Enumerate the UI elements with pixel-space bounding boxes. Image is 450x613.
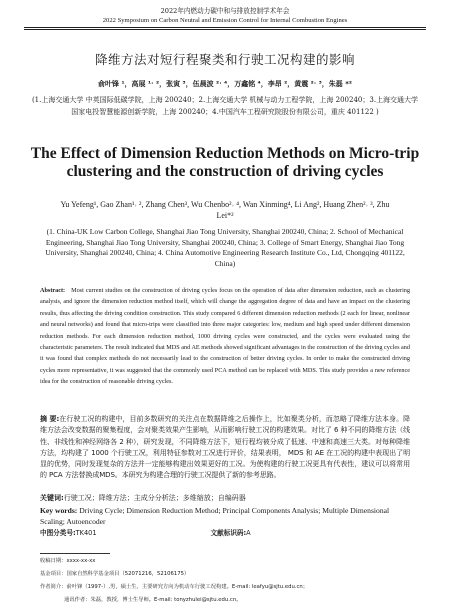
chinese-keywords-text: 行驶工况；降维方法；主成分分析法；多维缩放；自编码器 <box>63 494 246 502</box>
chinese-keywords <box>40 493 410 504</box>
chinese-abstract-text: 在行驶工况的构建中，目前多数研究的关注点在数据降维之后操作上，比如聚类分析，而忽略了降维方法本身。降维方法会改变数据的聚集程度，会对聚类效果产生影响，从而影响行驶工况的构建效果。对比了 6 种不同的降维方法（线性、非线性和神经网络各 2 种），研究发现，不同降维方法下，短行程均被分成了低速、中速和高速三大类。对每种降维方法，均构建了 1000 个行驶工况，利用特征参数对工况进行评价，结果表明， MDS 和 AE 在工况的构建中表现出了明显的优势，同时发现复杂的方法并一定能够构建出效果更好的工况。为使构建的行驶工况更具有代表性，建议可以将常用的 PCA 方法替换成MDS。本研究为构建合理的行驶工况提供了新的参考思路。 <box>40 415 410 480</box>
document-code-label: 文献标识码: <box>210 529 247 537</box>
footnote-author: 作者简介：俞叶锋（1997-）,男，硕士生，主要研究方向为机动车行驶工况构建。E-mail: leafyu@sjtu.edu.cn； <box>40 584 309 590</box>
english-abstract-text: Most current studies on the construction of driving cycles focus on the operation of data after dimension reduction, such as clustering analysis, and ignore the dimension reduction method itself, which will change the aggregation degree of data and have an impact on the clustering results, thus affecting the driving condition construction. This study compared 6 different dimension reduction methods (2 each for linear, nonlinear and neural networks) and found that micro-trips were classified into three major categories: low, medium and high speed under different dimension reduction methods. For each dimension reduction method, 1000 driving cycles were constructed, and the cycles were evaluated using the characteristic parameters. The result indicated that MDS and AE methods showed significant advantages in the construction of the driving cycles and it was found that complex methods do not necessarily lead to the construction of better driving cycles. In order to make the constructed driving cycles more representative, it was suggested that the commonly used PCA method can be replaced with MDS. This study provides a new reference idea for the construction of reasonable driving cycles. <box>40 287 410 386</box>
classification-line <box>40 528 410 538</box>
english-abstract <box>40 285 410 388</box>
document-code-value: A <box>246 529 251 537</box>
english-keywords <box>40 505 410 527</box>
footnote-received: 收稿日期：xxxx-xx-xx <box>40 558 96 564</box>
footnote-fund: 基金项目：国家自然科学基金项目（52071216，52106175） <box>40 571 190 577</box>
english-title: The Effect of Dimension Reduction Methods on Micro-trip clustering and the construction of driving cycles <box>30 145 420 180</box>
document-code <box>211 529 251 537</box>
english-keywords-text: Driving Cycle; Dimension Reduction Method; Principal Components Analysis; Multiple Dimensional Scaling; Autoencoder <box>40 506 390 526</box>
clc-label: 中图分类号: <box>40 529 76 537</box>
chinese-abstract-label: 摘 要: <box>40 415 60 423</box>
chinese-title: 降维方法对短行程聚类和行驶工况构建的影响 <box>94 52 355 67</box>
clc-value: TK401 <box>75 529 97 537</box>
footnote-rule <box>40 553 110 554</box>
footnote-corresponding: 通讯作者：朱磊，教授，博士生导师。E-mail: tonyzhulei@sjtu.edu.cn。 <box>64 597 242 603</box>
chinese-keywords-label: 关键词: <box>40 494 64 502</box>
header-rule-top <box>24 27 426 28</box>
chinese-affiliations: (1.上海交通大学 中英国际低碳学院，上海 200240；2.上海交通大学 机械与动力工程学院，上海 200240；3.上海交通大学 国家电投智慧能源创新学院，上海 200240；4.中国汽车工程研究院股份有限公司，重庆 401122 ) <box>31 96 419 116</box>
english-authors: Yu Yefeng¹, Gao Zhan¹˒ ², Zhang Chen³, Wu Chenbo²˒ ⁴, Wan Xinming⁴, Li Ang², Huang Zhen²˒ ³, Zhu Lei*² <box>60 200 390 220</box>
header-rule-bottom <box>24 29 426 30</box>
chinese-abstract <box>40 414 410 482</box>
english-keywords-label: Key words: <box>40 506 78 515</box>
journal-header-en: 2022 Symposium on Carbon Neutral and Emission Control for Internal Combustion Engines <box>102 17 348 24</box>
journal-header-cn: 2022年内燃动力碳中和与排放控制学术年会 <box>160 7 290 15</box>
clc-number <box>40 529 97 537</box>
chinese-authors: 俞叶锋 ¹，高展 ¹˒ ²，张寅 ³，伍晨波 ²˒ ⁴，万鑫铭 ⁴，李昂 ²，黄震 ²˒ ³，朱磊 *² <box>98 80 352 88</box>
english-abstract-label: Abstract: <box>40 287 66 294</box>
english-affiliations: (1. China-UK Low Carbon College, Shanghai Jiao Tong University, Shanghai 200240, China; 2. School of Mechanical Engineering, Shanghai Jiao Tong University, Shanghai 200240, China; 3. College of Smart Energy, Shanghai Jiao Tong University, Shanghai 200240, China; 4. China Automotive Engineering Research Institute Co., Ltd, Chongqing 401122, China) <box>45 227 405 268</box>
